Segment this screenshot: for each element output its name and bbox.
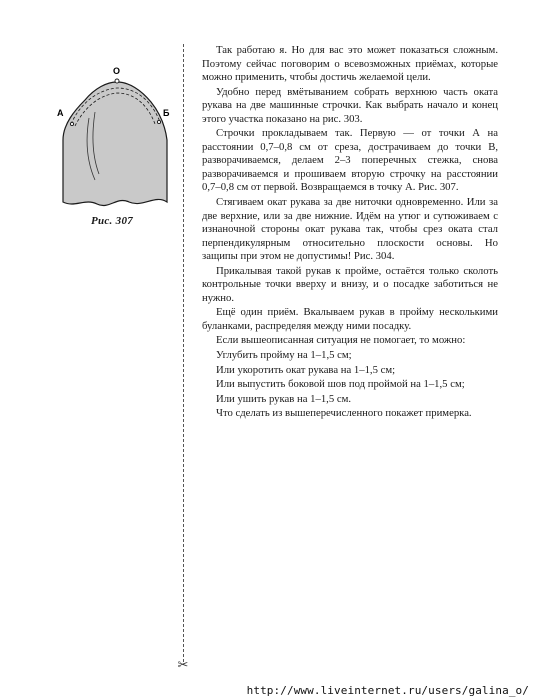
paragraph: Так работаю я. Но для вас это может показаться сложным. Поэтому сейчас поговорим о всевозможных приёмах, которые можно применить, чтобы достичь желаемой цели. <box>202 44 498 84</box>
list-item: Углубить пройму на 1–1,5 см; <box>216 349 352 362</box>
scissors-icon: ✂ <box>177 658 189 673</box>
paragraph: Строчки прокладываем так. Первую — от точки А на расстоянии 0,7–0,8 см от среза, дострачиваем до точки В, разворачиваемся, делаем 2–3 поперечных стежка, снова разворачиваемся и прошиваем вторую строчку на расстоянии 0,7–0,8 см от первой. Возвращаемся в точку А. Рис. 307. <box>202 127 498 194</box>
paragraph: Если вышеописанная ситуация не помогает, то можно: <box>216 334 466 347</box>
paragraph: Что сделать из вышеперечисленного покажет примерка. <box>216 407 472 420</box>
label-b: Б <box>163 108 170 118</box>
label-a: А <box>57 108 64 118</box>
paragraph: Стягиваем окат рукава за две ниточки одновременно. Или за две верхние, или за две нижние. Идём на утюг и сутюживаем с изнаночной стороны окат рукава так, чтобы срез оката стал перпендикулярным относительно плоскости основы. Но защипы при этом не допустимы! Рис. 304. <box>202 196 498 263</box>
point-b-marker <box>157 120 160 123</box>
sleeve-diagram <box>55 62 175 212</box>
list-item: Или выпустить боковой шов под проймой на 1–1,5 см; <box>216 378 465 391</box>
source-url: http://www.liveinternet.ru/users/galina_o/ <box>246 684 529 697</box>
list-item: Или ушить рукав на 1–1,5 см. <box>216 392 352 405</box>
paragraph: Удобно перед вмётыванием собрать верхнюю часть оката рукава на две машинные строчки. Как выбрать начало и конец этого участка показано на рис. 303. <box>202 85 498 125</box>
list-item: Или укоротить окат рукава на 1–1,5 см; <box>216 363 396 376</box>
label-top: О <box>113 66 121 76</box>
sleeve-shape <box>63 82 167 206</box>
figure-caption: Рис. 307 <box>90 215 134 227</box>
sleeve-figure <box>55 62 175 212</box>
cut-line-divider <box>183 44 184 662</box>
paragraph: Ещё один приём. Вкалываем рукав в пройму несколькими буланками, распределяя между ними посадку. <box>202 306 498 332</box>
body-text-column <box>202 44 498 422</box>
top-notch-marker <box>115 79 119 83</box>
paragraph: Прикалывая такой рукав к пройме, остаётся только сколоть контрольные точки вверху и внизу, и о посадке заботиться не нужно. <box>202 264 498 304</box>
point-a-marker <box>70 122 73 125</box>
